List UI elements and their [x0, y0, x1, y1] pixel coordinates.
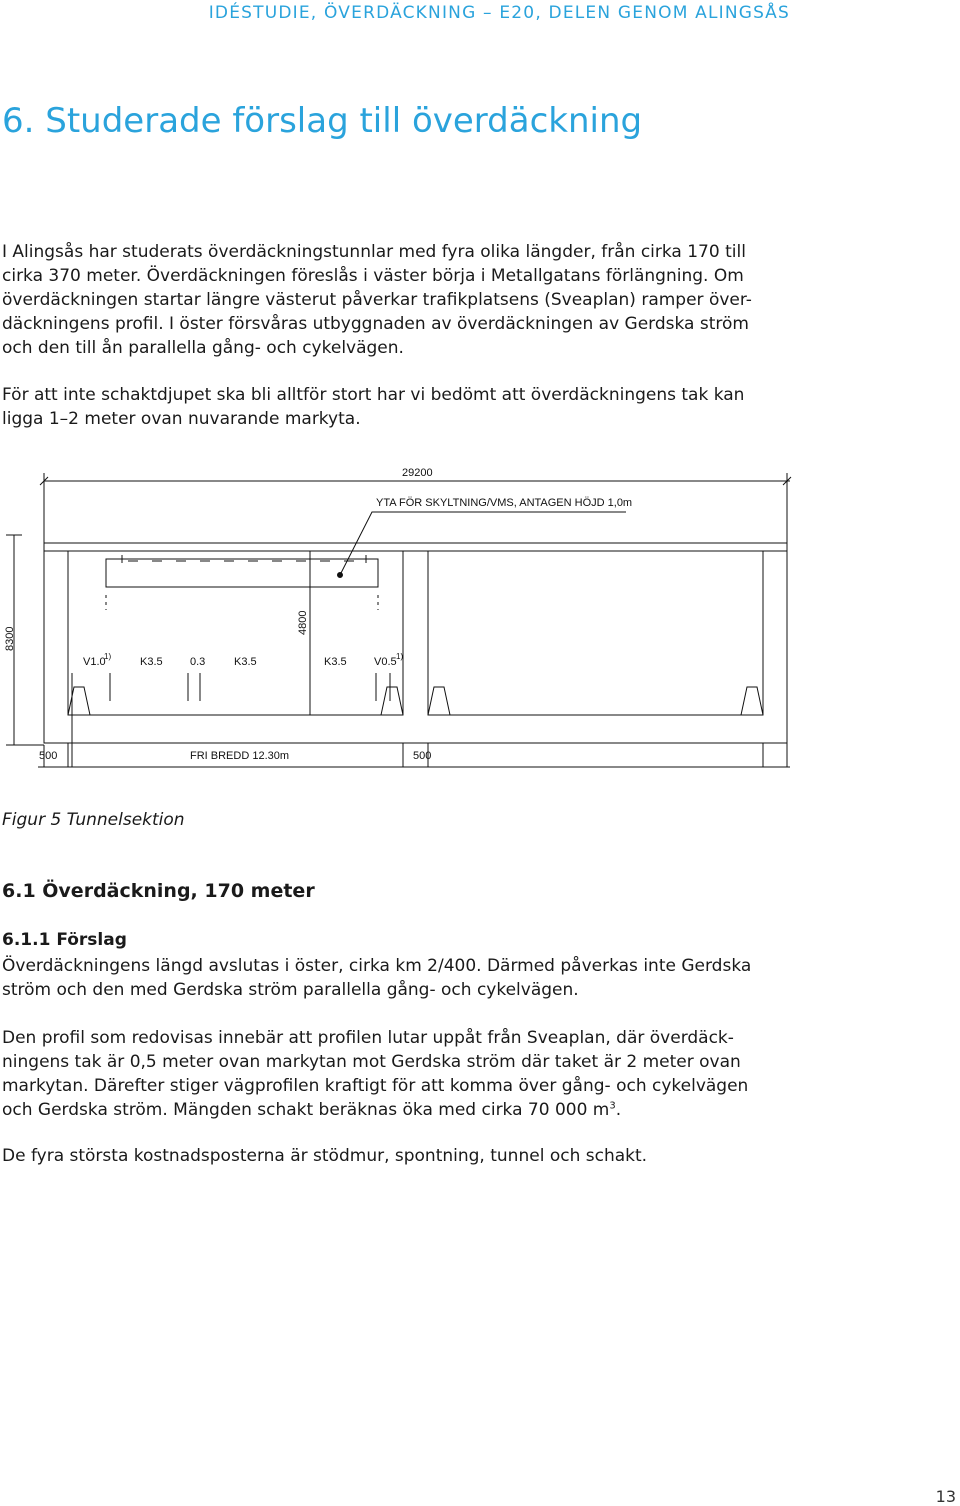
text-line: ningens tak är 0,5 meter ovan markytan mot Gerdska ström där taket är 2 meter ovan — [2, 1052, 741, 1072]
body-paragraph-1 — [2, 954, 802, 1002]
footnote-mark: 1) — [104, 652, 112, 661]
running-header: IDÉSTUDIE, ÖVERDÄCKNING – E20, DELEN GENOM ALINGSÅS — [208, 3, 790, 23]
body-paragraph-2 — [2, 1026, 802, 1122]
text-line: markytan. Därefter stiger vägprofilen kraftigt för att komma över gång- och cykelvägen — [2, 1076, 749, 1096]
text-line: ligga 1–2 meter ovan nuvarande markyta. — [2, 409, 361, 429]
text-line: För att inte schaktdjupet ska bli alltför stort har vi bedömt att överdäckningens tak kan — [2, 385, 745, 405]
text-line: överdäckningen startar längre västerut påverkar trafikplatsens (Sveaplan) ramper över- — [2, 290, 752, 310]
body-paragraph-3: De fyra största kostnadsposterna är stödmur, spontning, tunnel och schakt. — [2, 1146, 648, 1166]
page-number: 13 — [935, 1487, 956, 1506]
intro-paragraph-2 — [2, 383, 802, 431]
tunnel-section-drawing — [0, 455, 960, 775]
subsection-title: 6.1 Överdäckning, 170 meter — [2, 880, 315, 902]
lane-label: 0.3 — [190, 656, 206, 668]
figure-caption: Figur 5 Tunnelsektion — [2, 810, 185, 830]
dim-left-margin: 500 — [39, 750, 58, 762]
lane-label: V0.5 — [374, 656, 397, 668]
superscript: 3 — [609, 1100, 616, 1112]
text-line: I Alingsås har studerats överdäckningstunnlar med fyra olika längder, från cirka 170 till — [2, 242, 746, 262]
text-line: Överdäckningens längd avslutas i öster, cirka km 2/400. Därmed påverkas inte Gerdska — [2, 956, 752, 976]
tunnel-outer-box — [44, 543, 787, 743]
lane-label: K3.5 — [234, 656, 257, 668]
dim-total-width: 29200 — [402, 467, 433, 479]
text-line: och den till ån parallella gång- och cykelvägen. — [2, 338, 404, 358]
footnote-mark: 1) — [396, 652, 404, 661]
text-line: Den profil som redovisas innebär att profilen lutar uppåt från Sveaplan, där överdäck- — [2, 1028, 734, 1048]
dim-total-height: 8300 — [4, 626, 16, 651]
text-line: däckningens profil. I öster försvåras utbyggnaden av överdäckningen av Gerdska ström — [2, 314, 749, 334]
text-line — [2, 1098, 802, 1122]
right-bore — [428, 551, 763, 715]
clear-width-label: FRI BREDD 12.30m — [190, 750, 290, 762]
sign-area-box — [106, 559, 378, 587]
lane-label: V1.0 — [83, 656, 106, 668]
lane-label: K3.5 — [140, 656, 163, 668]
subsubsection-title: 6.1.1 Förslag — [2, 930, 127, 950]
dim-right-margin: 500 — [413, 750, 432, 762]
sign-area-label: YTA FÖR SKYLTNING/VMS, ANTAGEN HÖJD 1,0m — [376, 497, 633, 509]
section-title: 6. Studerade förslag till överdäckning — [2, 101, 643, 141]
dim-clear-height: 4800 — [297, 610, 309, 635]
intro-paragraph-1 — [2, 240, 802, 360]
text-fragment: . — [615, 1100, 622, 1120]
text-line: ström och den med Gerdska ström parallella gång- och cykelvägen. — [2, 980, 579, 1000]
text-fragment: och Gerdska ström. Mängden schakt beräknas öka med cirka 70 000 m — [2, 1100, 610, 1120]
lane-label: K3.5 — [324, 656, 347, 668]
text-line: cirka 370 meter. Överdäckningen föreslås i väster börja i Metallgatans förlängning. Om — [2, 266, 744, 286]
left-bore — [68, 551, 403, 715]
